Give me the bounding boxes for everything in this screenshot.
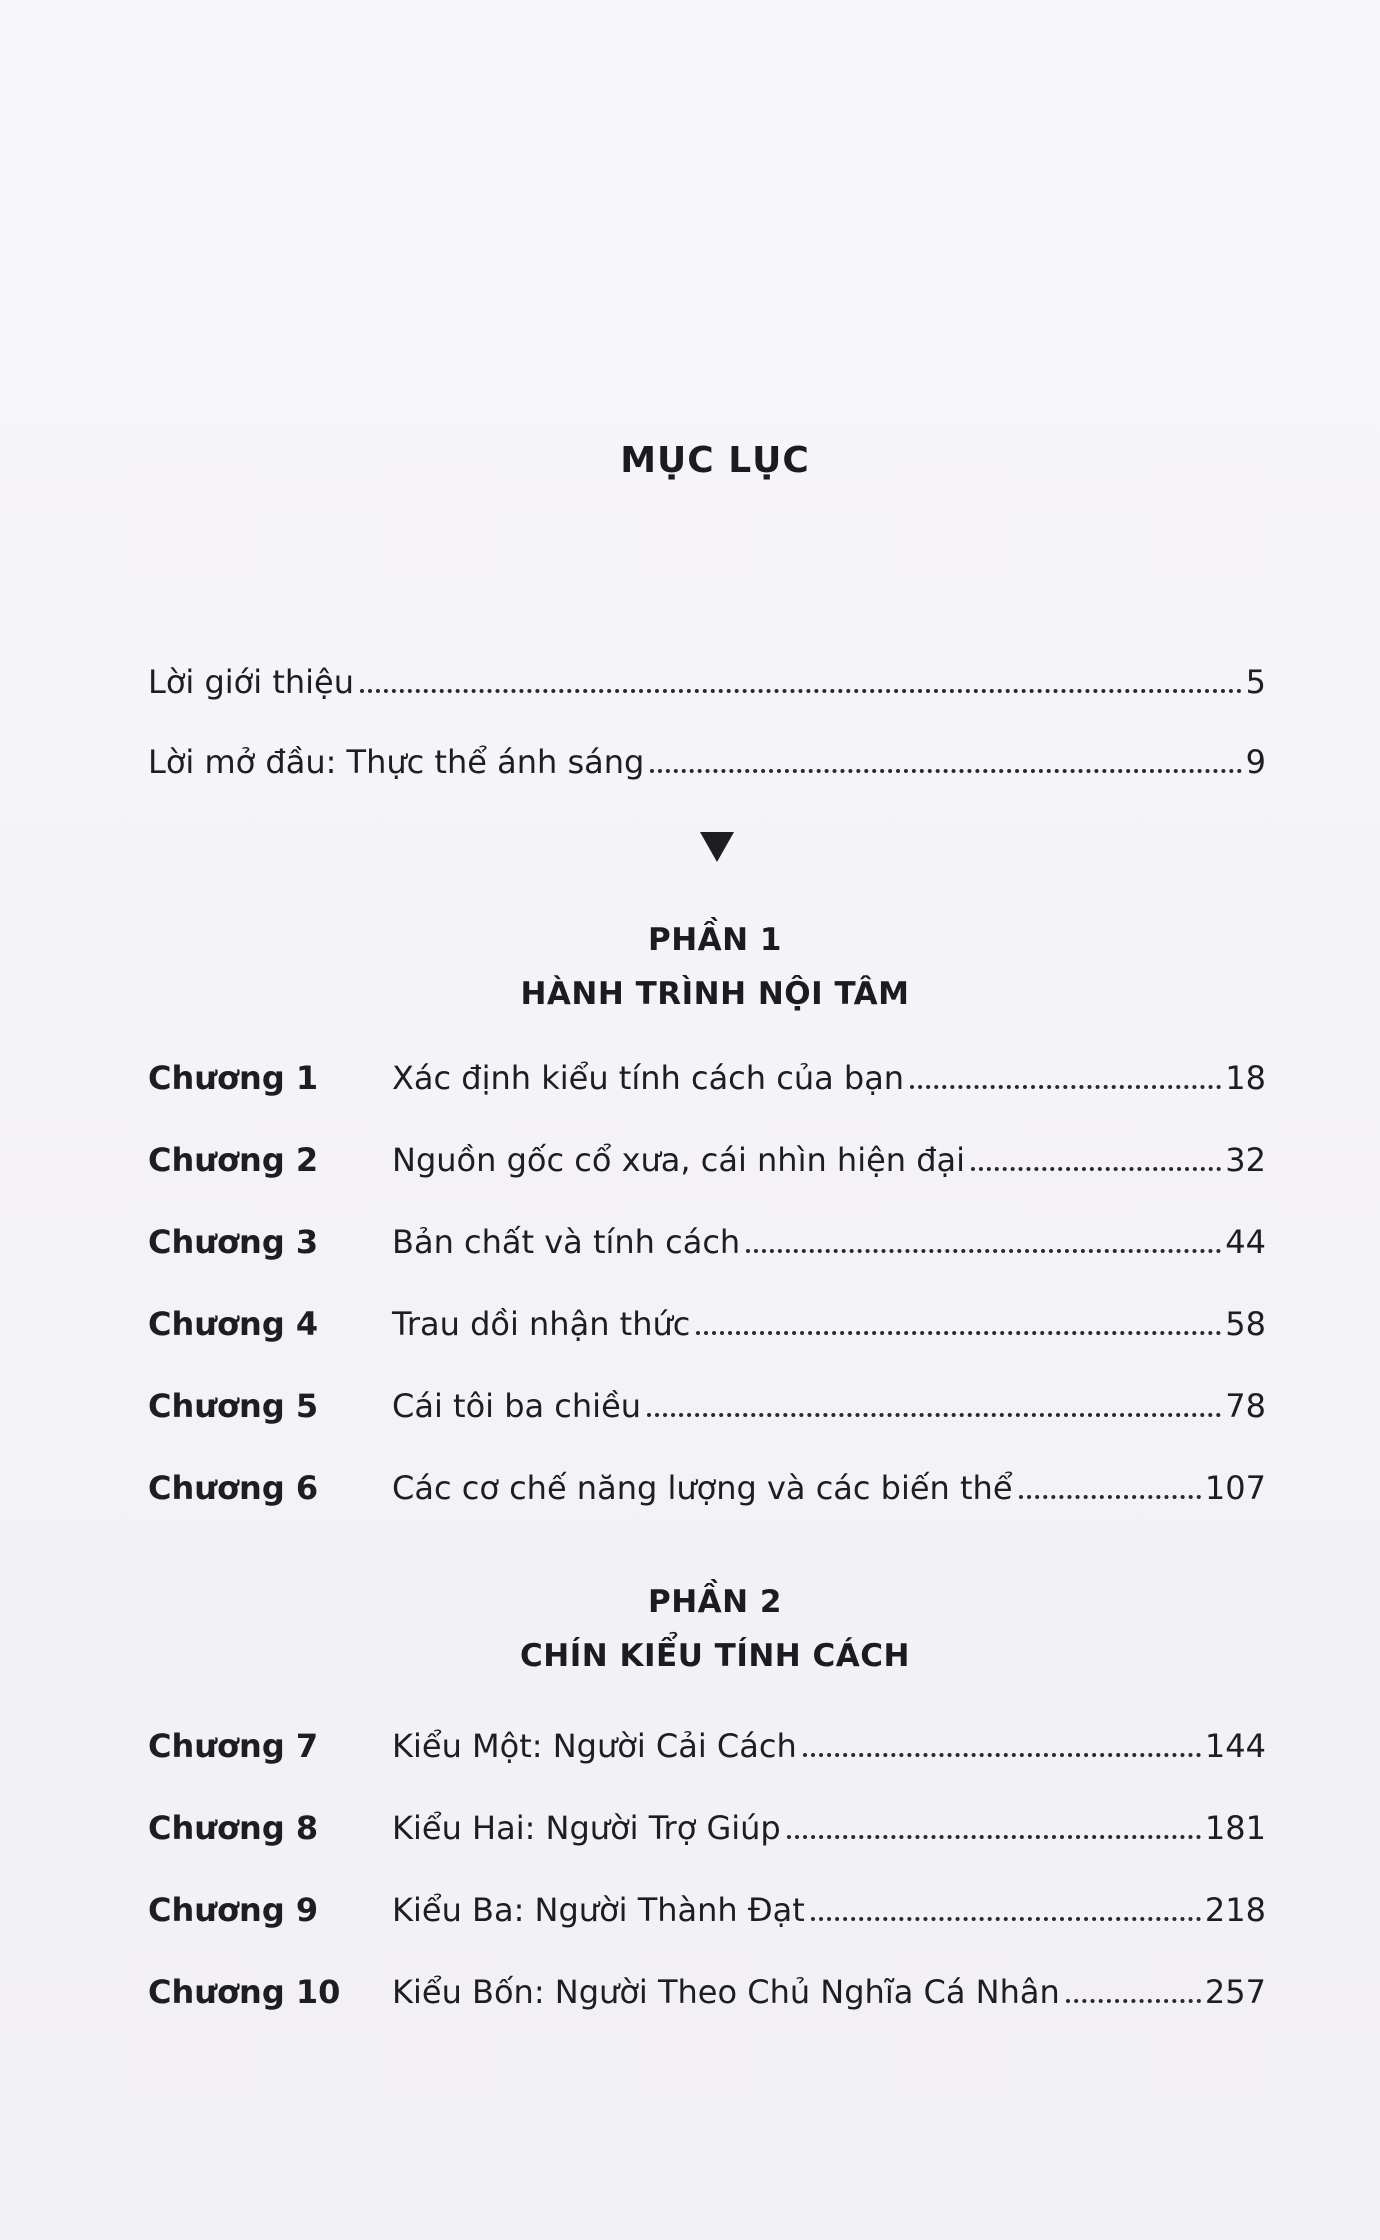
dot-leader (746, 1249, 1221, 1253)
chapter-page-number: 181 (1204, 1809, 1266, 1847)
toc-entry-chapter-9[interactable] (148, 1890, 1266, 1930)
chapter-page-number: 107 (1204, 1469, 1266, 1507)
chapter-title: Các cơ chế năng lượng và các biến thể (392, 1469, 1013, 1507)
chapter-page-number: 58 (1225, 1305, 1266, 1343)
chapter-title: Bản chất và tính cách (392, 1223, 741, 1261)
toc-entry-chapter-5[interactable] (148, 1386, 1266, 1426)
dot-leader (1019, 1495, 1201, 1499)
chapter-title: Kiểu Bốn: Người Theo Chủ Nghĩa Cá Nhân (392, 1973, 1060, 2011)
dot-leader (811, 1917, 1201, 1921)
chapter-title: Trau dồi nhận thức (392, 1305, 691, 1343)
toc-entry-chapter-10[interactable] (148, 1972, 1266, 2012)
chapter-label: Chương 10 (148, 1973, 341, 2011)
part-1-label: PHẦN 1 (648, 922, 782, 958)
chapter-page-number: 18 (1225, 1059, 1266, 1097)
toc-entry-chapter-7[interactable] (148, 1726, 1266, 1766)
dot-leader (1066, 1999, 1201, 2003)
chapter-label: Chương 5 (148, 1387, 319, 1425)
chapter-label: Chương 2 (148, 1141, 319, 1179)
chapter-title: Kiểu Hai: Người Trợ Giúp (392, 1809, 781, 1847)
dot-leader (360, 689, 1242, 693)
toc-entry-chapter-6[interactable] (148, 1468, 1266, 1508)
chapter-title: Nguồn gốc cổ xưa, cái nhìn hiện đại (392, 1141, 966, 1179)
dot-leader (910, 1085, 1221, 1089)
dot-leader (971, 1167, 1221, 1171)
chapter-page-number: 32 (1225, 1141, 1266, 1179)
part-2-title: CHÍN KIỂU TÍNH CÁCH (520, 1638, 910, 1674)
toc-entry-preface[interactable] (148, 742, 1266, 782)
entry-page-number: 9 (1245, 743, 1266, 781)
toc-entry-chapter-2[interactable] (148, 1140, 1266, 1180)
entry-title: Lời giới thiệu (148, 663, 354, 701)
chapter-page-number: 78 (1225, 1387, 1266, 1425)
toc-entry-chapter-3[interactable] (148, 1222, 1266, 1262)
dot-leader (803, 1753, 1201, 1757)
chapter-label: Chương 9 (148, 1891, 319, 1929)
chapter-label: Chương 3 (148, 1223, 319, 1261)
toc-entry-chapter-8[interactable] (148, 1808, 1266, 1848)
part-1-title: HÀNH TRÌNH NỘI TÂM (520, 976, 910, 1012)
toc-entry-introduction[interactable] (148, 662, 1266, 702)
chapter-page-number: 218 (1204, 1891, 1266, 1929)
dot-leader (647, 1413, 1221, 1417)
part-2-label: PHẦN 2 (648, 1584, 782, 1620)
chapter-page-number: 144 (1204, 1727, 1266, 1765)
down-triangle-icon (700, 832, 734, 862)
chapter-title: Kiểu Ba: Người Thành Đạt (392, 1891, 805, 1929)
chapter-page-number: 257 (1204, 1973, 1266, 2011)
chapter-label: Chương 7 (148, 1727, 319, 1765)
chapter-label: Chương 8 (148, 1809, 319, 1847)
entry-page-number: 5 (1245, 663, 1266, 701)
toc-title: MỤC LỤC (620, 440, 810, 481)
dot-leader (787, 1835, 1201, 1839)
dot-leader (696, 1331, 1221, 1335)
entry-title: Lời mở đầu: Thực thể ánh sáng (148, 743, 645, 781)
chapter-title: Xác định kiểu tính cách của bạn (392, 1059, 905, 1097)
chapter-label: Chương 6 (148, 1469, 319, 1507)
dot-leader (650, 769, 1241, 773)
toc-entry-chapter-4[interactable] (148, 1304, 1266, 1344)
toc-entry-chapter-1[interactable] (148, 1058, 1266, 1098)
chapter-page-number: 44 (1225, 1223, 1266, 1261)
chapter-title: Kiểu Một: Người Cải Cách (392, 1727, 797, 1765)
chapter-title: Cái tôi ba chiều (392, 1387, 642, 1425)
chapter-label: Chương 4 (148, 1305, 319, 1343)
chapter-label: Chương 1 (148, 1059, 319, 1097)
